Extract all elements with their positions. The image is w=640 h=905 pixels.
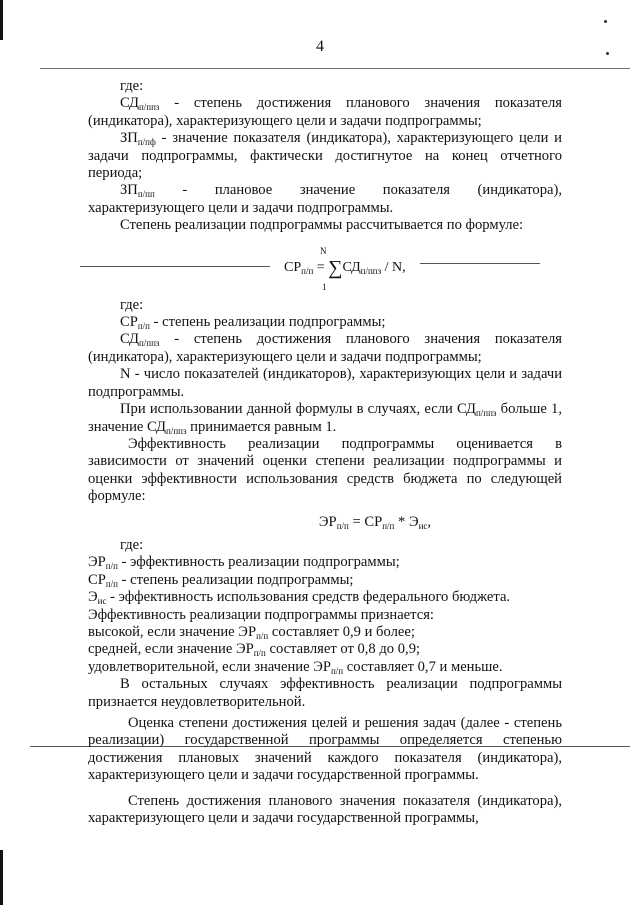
paragraph: При использовании данной формулы в случаях, если $СД_{п/ппз}$ больше 1, значение $СД_{п/ппз}$ принимается равным 1. <box>88 401 562 436</box>
paragraph: В остальных случаях эффективность реализации подпрограммы признается неудовлетворительной. <box>88 676 562 710</box>
paragraph: где: <box>120 536 144 553</box>
formula-er: $ЭР_{п/п} = СР_{п/п} * Э_{ис}$, <box>318 513 432 531</box>
paragraph: Оценка степени достижения целей и решения задач (далее - степень реализации) государственной программы определяется степенью достижения плановых значений каждого показателя (индикатора), характеризующего цели и задачи государственной программы. <box>88 715 562 784</box>
scan-line-top <box>40 68 630 69</box>
paragraph: N - число показателей (индикаторов), характеризующих цели и задачи подпрограммы. <box>88 366 562 400</box>
paragraph: $СД_{п/ппз}$ - степень достижения планового значения показателя (индикатора), характеризующего цели и задачи подпрограммы; <box>88 331 562 365</box>
scan-left-mark-top <box>0 0 3 40</box>
paragraph: где: <box>120 78 144 94</box>
paragraph: $ЗП_{п/пп}$ - плановое значение показателя (индикатора), характеризующего цели и задачи подпрограммы. <box>88 182 562 216</box>
page-number: 4 <box>316 38 324 55</box>
paragraph: $ЗП_{п/пф}$ - значение показателя (индикатора), характеризующего цели и задачи подпрограммы, фактически достигнутое на конец отчетного периода; <box>88 130 562 182</box>
sigma-symbol: ∑ <box>328 256 343 279</box>
paragraph: где: <box>120 296 144 313</box>
paragraph: удовлетворительной, если значение $ЭР_{п/п}$ составляет 0,7 и меньше. <box>88 658 503 676</box>
paragraph: Степень реализации подпрограммы рассчитывается по формуле: <box>120 217 524 234</box>
paragraph: средней, если значение $ЭР_{п/п}$ составляет от 0,8 до 0,9; <box>88 641 421 659</box>
paragraph: высокой, если значение $ЭР_{п/п}$ составляет 0,9 и более; <box>88 623 415 641</box>
paragraph: $СД_{п/ппз}$ - степень достижения планового значения показателя (индикатора), характеризующего цели и задачи подпрограммы; <box>88 95 562 129</box>
formula-sr-text: $СР_{п/п} = \sum СД_{п/ппз} / N$, <box>284 256 406 279</box>
scan-left-mark-bottom <box>0 850 3 905</box>
paragraph: $ЭР_{п/п}$ - эффективность реализации подпрограммы; <box>88 554 400 572</box>
document-body <box>88 78 562 827</box>
paragraph: Эффективность реализации подпрограммы признается: <box>88 606 434 623</box>
paragraph: $Э_{ис}$ - эффективность использования средств федерального бюджета. <box>88 589 511 607</box>
paragraph: $СР_{п/п}$ - степень реализации подпрограммы; <box>88 571 354 589</box>
paragraph: Степень достижения планового значения показателя (индикатора), характеризующего цели и задачи государственной программы, <box>88 792 562 827</box>
paragraph: Эффективность реализации подпрограммы оценивается в зависимости от значений оценки степени реализации подпрограммы и оценки эффективности использования средств бюджета по следующей формуле: <box>88 435 562 505</box>
formula-sr <box>88 241 562 292</box>
paragraph: $СР_{п/п}$ - степень реализации подпрограммы; <box>120 314 386 332</box>
sum-lower-limit: 1 <box>322 281 327 292</box>
sum-upper-limit: N <box>320 245 327 256</box>
scan-speck <box>604 20 607 23</box>
